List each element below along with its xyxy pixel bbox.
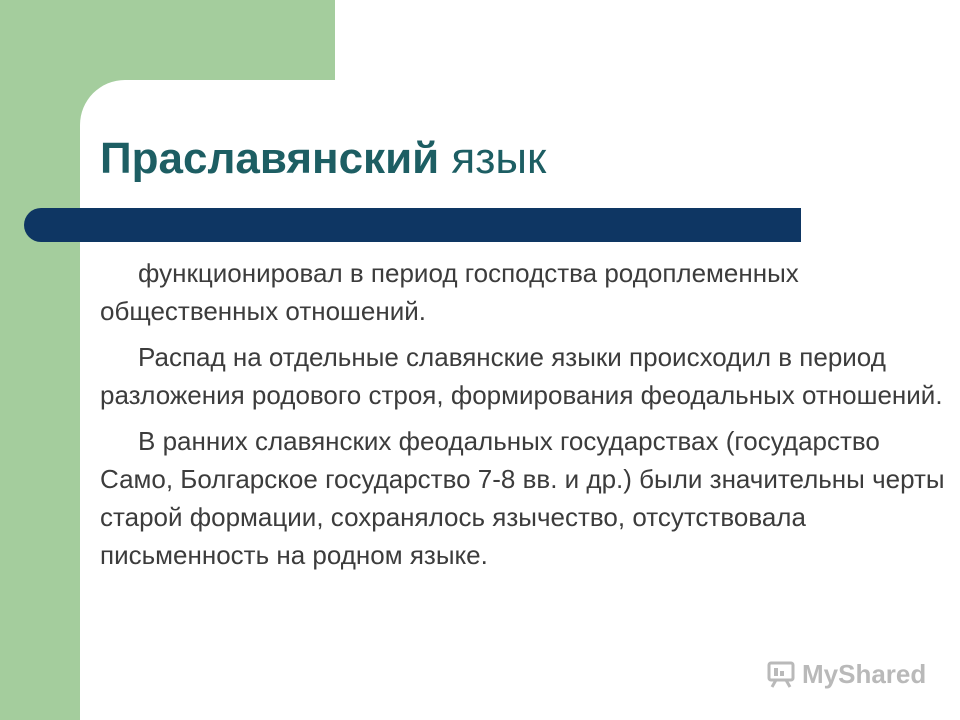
paragraph-1: функционировал в период господства родоплеменных общественных отношений.: [100, 258, 799, 326]
slide-title: [100, 134, 546, 184]
watermark: [766, 656, 926, 692]
title-rule-bar: [24, 208, 801, 242]
watermark-text: MyShared: [802, 658, 927, 689]
slide-title-rest: язык: [439, 134, 547, 183]
slide-body: [100, 254, 955, 582]
presentation-board-icon: [766, 659, 796, 689]
paragraph-3: В ранних славянских феодальных государствах (государство Само, Болгарское государство 7-8 вв. и др.) были значительны черты старой формации, сохранялось язычество, отсутствовала письменность на родном языке.: [100, 426, 945, 570]
paragraph-2: Распад на отдельные славянские языки происходил в период разложения родового строя, формирования феодальных отношений.: [100, 342, 943, 410]
slide-title-bold: Праславянский: [100, 134, 440, 183]
